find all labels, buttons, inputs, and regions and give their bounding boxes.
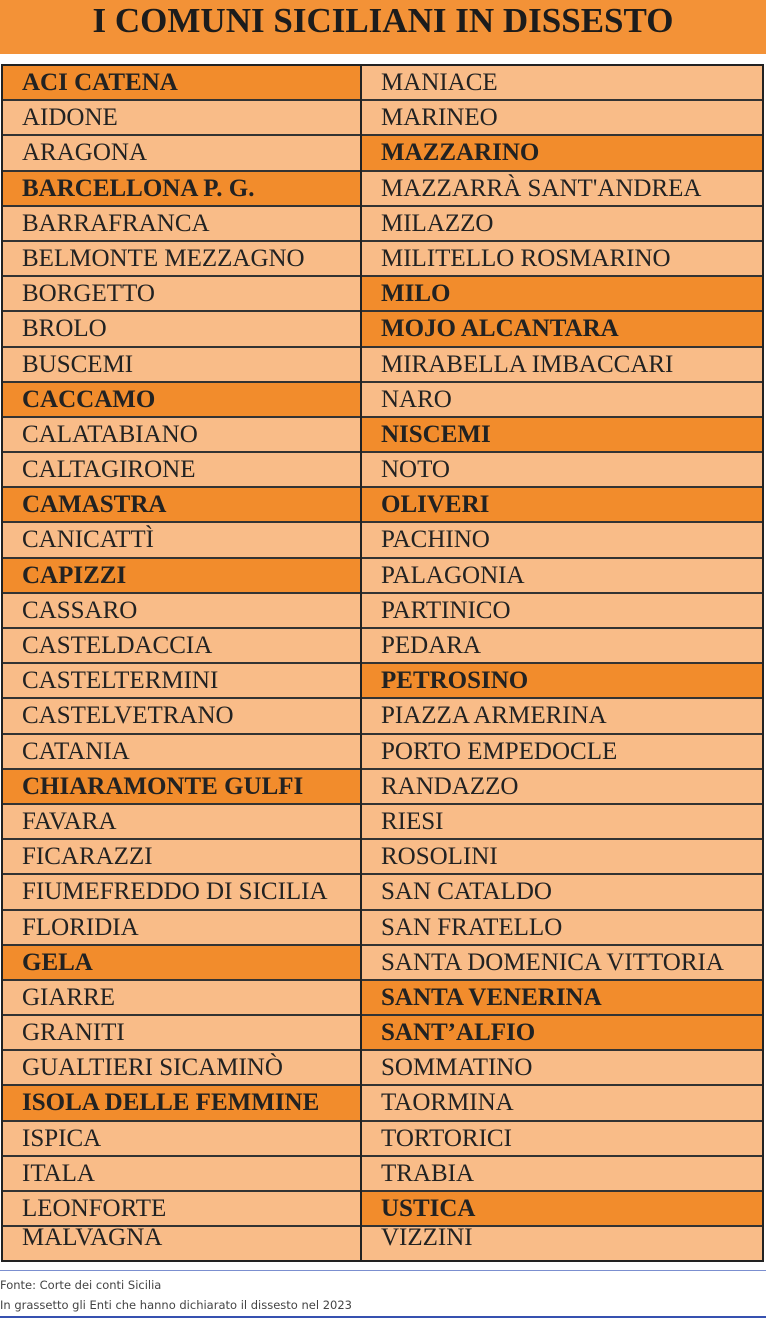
municipality-cell: PARTINICO [362, 594, 762, 629]
municipality-cell: USTICA [362, 1192, 762, 1227]
municipality-cell: CHIARAMONTE GULFI [3, 770, 360, 805]
municipality-cell: MANIACE [362, 66, 762, 101]
municipality-cell: SANTA VENERINA [362, 981, 762, 1016]
municipality-cell: FAVARA [3, 805, 360, 840]
municipality-cell: CASSARO [3, 594, 360, 629]
municipality-cell: VIZZINI [381, 1227, 473, 1250]
municipality-cell: BROLO [3, 312, 360, 347]
municipality-cell: NOTO [362, 453, 762, 488]
municipality-cell: OLIVERI [362, 488, 762, 523]
municipality-cell: CANICATTÌ [3, 523, 360, 558]
municipality-cell: LEONFORTE [3, 1192, 360, 1227]
municipality-cell: TRABIA [362, 1157, 762, 1192]
municipality-cell: RANDAZZO [362, 770, 762, 805]
municipality-cell: NISCEMI [362, 418, 762, 453]
municipality-cell: PACHINO [362, 523, 762, 558]
municipality-cell: CAMASTRA [3, 488, 360, 523]
municipality-cell: TAORMINA [362, 1086, 762, 1121]
legend-note: In grassetto gli Enti che hanno dichiarato il dissesto nel 2023 [0, 1298, 352, 1312]
municipality-cell: SAN FRATELLO [362, 911, 762, 946]
municipality-cell: GIARRE [3, 981, 360, 1016]
municipality-cell: PALAGONIA [362, 559, 762, 594]
municipality-cell: MAZZARINO [362, 136, 762, 171]
municipality-cell: CACCAMO [3, 383, 360, 418]
municipality-cell: GUALTIERI SICAMINÒ [3, 1051, 360, 1086]
municipality-cell: MILO [362, 277, 762, 312]
municipality-cell: MALVAGNA [22, 1227, 163, 1250]
municipality-cell: ISOLA DELLE FEMMINE [3, 1086, 360, 1121]
municipality-cell: PIAZZA ARMERINA [362, 699, 762, 734]
municipality-cell: FIUMEFREDDO DI SICILIA [3, 875, 360, 910]
municipality-cell: PEDARA [362, 629, 762, 664]
municipality-cell: PORTO EMPEDOCLE [362, 735, 762, 770]
municipality-cell: CASTELVETRANO [3, 699, 360, 734]
municipality-cell: MILAZZO [362, 207, 762, 242]
municipality-cell: MARINEO [362, 101, 762, 136]
column-right [362, 66, 762, 1260]
municipality-cell: BUSCEMI [3, 348, 360, 383]
page-title: I COMUNI SICILIANI IN DISSESTO [0, 0, 766, 54]
municipality-cell: MAZZARRÀ SANT'ANDREA [362, 172, 762, 207]
municipality-cell: AIDONE [3, 101, 360, 136]
municipality-cell: CALATABIANO [3, 418, 360, 453]
municipality-cell: BARRAFRANCA [3, 207, 360, 242]
municipality-cell: NARO [362, 383, 762, 418]
column-left [3, 66, 362, 1260]
municipality-cell: TORTORICI [362, 1122, 762, 1157]
municipality-cell: ISPICA [3, 1122, 360, 1157]
municipality-cell: SOMMATINO [362, 1051, 762, 1086]
municipality-cell: ROSOLINI [362, 840, 762, 875]
municipality-cell: CASTELDACCIA [3, 629, 360, 664]
municipality-cell: SAN CATALDO [362, 875, 762, 910]
municipality-cell: CAPIZZI [3, 559, 360, 594]
municipality-cell: MIRABELLA IMBACCARI [362, 348, 762, 383]
municipality-cell: CASTELTERMINI [3, 664, 360, 699]
source-note: Fonte: Corte dei conti Sicilia [0, 1278, 162, 1292]
municipality-cell: ACI CATENA [3, 66, 360, 101]
municipality-cell: BELMONTE MEZZAGNO [3, 242, 360, 277]
municipality-cell: CALTAGIRONE [3, 453, 360, 488]
municipality-cell: SANT’ALFIO [362, 1016, 762, 1051]
municipality-cell: ARAGONA [3, 136, 360, 171]
municipality-cell: GRANITI [3, 1016, 360, 1051]
municipality-cell: RIESI [362, 805, 762, 840]
municipality-cell: PETROSINO [362, 664, 762, 699]
municipality-cell: CATANIA [3, 735, 360, 770]
municipality-cell: FICARAZZI [3, 840, 360, 875]
municipality-cell: MILITELLO ROSMARINO [362, 242, 762, 277]
municipality-cell: MOJO ALCANTARA [362, 312, 762, 347]
municipality-cell: BARCELLONA P. G. [3, 172, 360, 207]
municipality-cell: ITALA [3, 1157, 360, 1192]
municipality-cell: FLORIDIA [3, 911, 360, 946]
municipality-cell: BORGETTO [3, 277, 360, 312]
municipalities-table [1, 64, 764, 1262]
footer [0, 1270, 766, 1318]
municipality-cell: GELA [3, 946, 360, 981]
municipality-cell: SANTA DOMENICA VITTORIA [362, 946, 762, 981]
